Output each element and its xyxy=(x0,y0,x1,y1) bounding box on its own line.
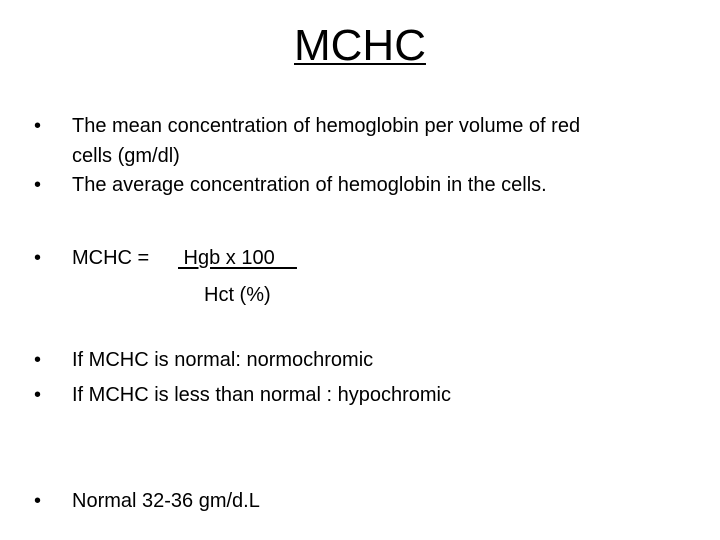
slide-title xyxy=(0,18,720,74)
bullet-text: Normal 32-36 gm/d.L xyxy=(72,490,260,512)
formula-denominator: Hct (%) xyxy=(204,284,271,306)
bullet-dot: • xyxy=(34,174,42,196)
bullet-dot: • xyxy=(34,490,42,512)
bullet-dot: • xyxy=(34,384,42,406)
formula-numerator: Hgb x 100 xyxy=(178,247,297,269)
bullet-text: MCHC = xyxy=(72,247,150,269)
bullet-text: The average concentration of hemoglobin in the cells. xyxy=(72,174,547,196)
bullet-continuation: cells (gm/dl) xyxy=(72,145,180,167)
bullet-text: If MCHC is normal: normochromic xyxy=(72,349,374,371)
bullet-text: The mean concentration of hemoglobin per volume of red xyxy=(72,115,581,137)
slide-title-text: MCHC xyxy=(294,21,426,70)
bullet-dot: • xyxy=(34,349,42,371)
bullet-dot: • xyxy=(34,115,42,137)
bullet-text: If MCHC is less than normal : hypochromic xyxy=(72,384,452,406)
bullet-dot: • xyxy=(34,247,42,269)
